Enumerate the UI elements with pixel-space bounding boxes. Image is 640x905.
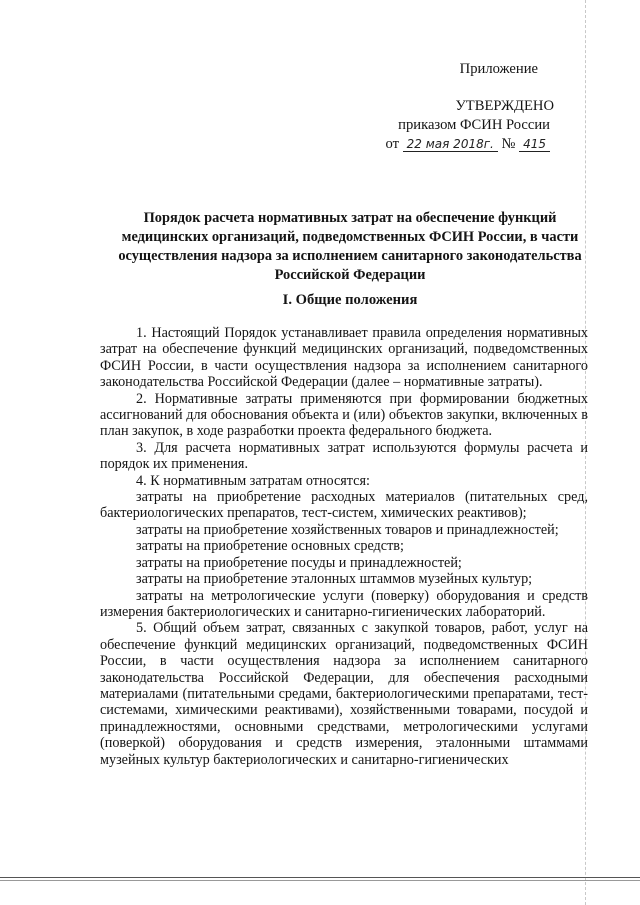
paragraph-4: 4. К нормативным затратам относятся:	[136, 472, 370, 489]
approved-label: УТВЕРЖДЕНО	[455, 98, 554, 114]
handwritten-number: 415	[519, 137, 550, 152]
paragraph-2: 2. Нормативные затраты применяются при формировании бюджетных ассигнований для обоснования объекта и (или) объектов закупки, включенных в план закупок, в ходе разработки проекта федерального бюджета.	[100, 390, 588, 440]
list-item: затраты на приобретение посуды и принадлежностей;	[136, 554, 462, 571]
date-prefix: от	[385, 136, 399, 152]
order-label: приказом ФСИН России	[398, 117, 550, 133]
section-heading: I. Общие положения	[282, 292, 418, 308]
scan-bottom-edge	[0, 877, 640, 878]
paragraph-5: 5. Общий объем затрат, связанных с закупкой товаров, работ, услуг на обеспечение функций медицинских организаций, подведомственных ФСИН России, в части осуществления надзора за исполнением санитарного законодательства Российской Федерации, для обеспечения расходными материалами (питательными средами, бактериологическими препаратами, тест-системами, химическими реактивами), хозяйственными товарами, посудой и принадлежностями, основными средствами, метрологическими услугами (поверкой) оборудования и средств измерения, эталонными штаммами музейных культур бактериологических и санитарно-гигиенических	[100, 620, 588, 768]
handwritten-date: 22 мая 2018г.	[403, 137, 498, 152]
list-item: затраты на приобретение основных средств;	[136, 538, 404, 555]
list-item: затраты на приобретение эталонных штаммов музейных культур;	[136, 571, 533, 588]
paragraph-1: 1. Настоящий Порядок устанавливает правила определения нормативных затрат на обеспечение функций медицинских организаций, подведомственных ФСИН России, в части осуществления надзора за исполнением санитарного законодательства Российской Федерации (далее – нормативные затраты).	[100, 325, 588, 391]
approval-block	[340, 60, 590, 154]
date-number-line	[340, 135, 590, 154]
document-body	[100, 325, 588, 768]
scan-bottom-edge-2	[0, 880, 640, 881]
list-item: затраты на приобретение хозяйственных товаров и принадлежностей;	[136, 521, 559, 538]
appendix-label: Приложение	[459, 61, 538, 77]
paragraph-3: 3. Для расчета нормативных затрат используются формулы расчета и порядок их применения.	[100, 439, 588, 473]
list-item: затраты на приобретение расходных материалов (питательных сред, бактериологических препаратов, тест-систем, химических реактивов);	[100, 489, 588, 522]
list-item: затраты на метрологические услуги (поверку) оборудования и средств измерения бактериологических и санитарно-гигиенических лабораторий.	[100, 587, 588, 620]
document-title: Порядок расчета нормативных затрат на обеспечение функций медицинских организаций, подведомственных ФСИН России, в части осуществления надзора за исполнением санитарного законодательства Российской Федерации	[118, 210, 582, 283]
number-prefix: №	[501, 136, 516, 152]
